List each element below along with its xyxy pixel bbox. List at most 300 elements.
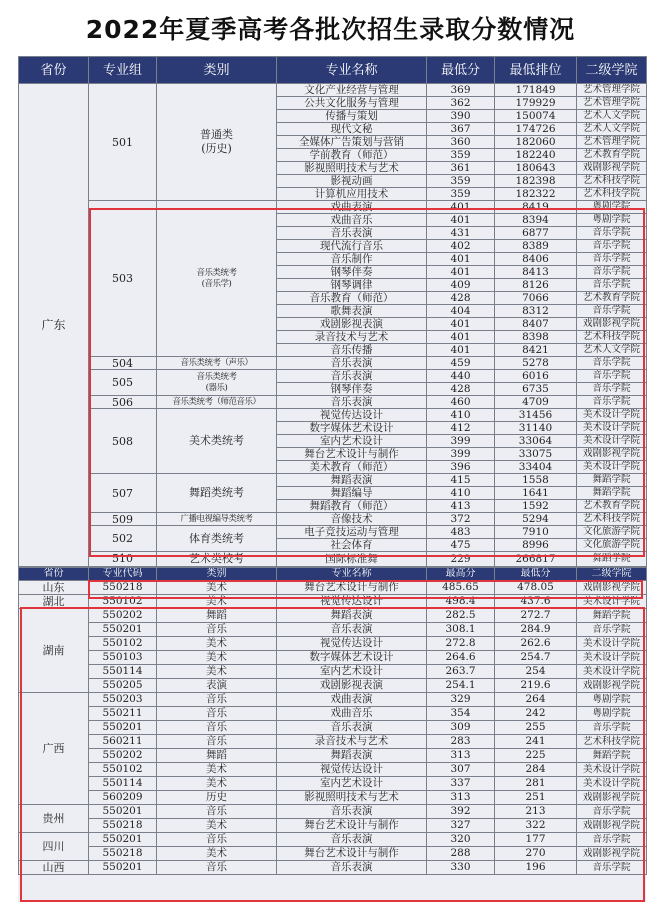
min-score-cell: 478.05 xyxy=(495,580,577,594)
code-cell: 550114 xyxy=(89,664,157,678)
min-score-cell: 431 xyxy=(427,227,495,240)
code-cell: 550103 xyxy=(89,650,157,664)
college-cell: 艺术管理学院 xyxy=(577,136,647,149)
code-cell: 550201 xyxy=(89,860,157,874)
min-rank-cell: 8398 xyxy=(495,331,577,344)
major-cell: 国际标准舞 xyxy=(277,552,427,567)
college-cell: 舞蹈学院 xyxy=(577,487,647,500)
category-cell: 音乐 xyxy=(157,860,277,874)
table-row xyxy=(19,664,647,678)
major-cell: 全媒体广告策划与营销 xyxy=(277,136,427,149)
min-rank-cell: 8312 xyxy=(495,305,577,318)
category-cell: 音乐 xyxy=(157,720,277,734)
college-cell: 音乐学院 xyxy=(577,227,647,240)
table-row xyxy=(19,846,647,860)
province-cell: 贵州 xyxy=(19,804,89,832)
group-code-cell: 506 xyxy=(89,396,157,409)
college-cell: 戏剧影视学院 xyxy=(577,318,647,331)
major-cell: 舞蹈表演 xyxy=(277,748,427,762)
min-score-cell: 251 xyxy=(495,790,577,804)
college-cell: 艺术科技学院 xyxy=(577,175,647,188)
code-cell: 550102 xyxy=(89,636,157,650)
code-cell: 550102 xyxy=(89,594,157,608)
min-score-cell: 401 xyxy=(427,318,495,331)
code-cell: 550201 xyxy=(89,720,157,734)
table-row xyxy=(19,201,647,214)
table-row xyxy=(19,552,647,567)
max-score-cell: 263.7 xyxy=(427,664,495,678)
major-cell: 数字媒体艺术设计 xyxy=(277,650,427,664)
category-cell: 美术 xyxy=(157,580,277,594)
min-rank-cell: 1558 xyxy=(495,474,577,487)
code-cell: 550211 xyxy=(89,706,157,720)
college-cell: 美术设计学院 xyxy=(577,435,647,448)
min-rank-cell: 180643 xyxy=(495,162,577,175)
table-row xyxy=(19,748,647,762)
category-cell: 普通类 (历史) xyxy=(157,84,277,201)
min-score-cell: 413 xyxy=(427,500,495,513)
major-cell: 戏剧影视表演 xyxy=(277,318,427,331)
college-cell: 艺术科技学院 xyxy=(577,188,647,201)
group-code-cell: 508 xyxy=(89,409,157,474)
min-score-cell: 177 xyxy=(495,832,577,846)
category-cell: 艺术类校考 xyxy=(157,552,277,567)
min-score-cell: 242 xyxy=(495,706,577,720)
header-row xyxy=(19,57,647,84)
college-cell: 音乐学院 xyxy=(577,622,647,636)
group-code-cell: 510 xyxy=(89,552,157,567)
college-cell: 舞蹈学院 xyxy=(577,474,647,487)
code-cell: 550202 xyxy=(89,608,157,622)
college-cell: 粤剧学院 xyxy=(577,706,647,720)
category-cell: 历史 xyxy=(157,790,277,804)
college-cell: 戏剧影视学院 xyxy=(577,162,647,175)
college-cell: 戏剧影视学院 xyxy=(577,846,647,860)
category-cell: 美术 xyxy=(157,664,277,678)
major-cell: 戏曲音乐 xyxy=(277,214,427,227)
college-cell: 音乐学院 xyxy=(577,804,647,818)
min-rank-cell: 150074 xyxy=(495,110,577,123)
header-college: 二级学院 xyxy=(577,567,647,580)
college-cell: 艺术科技学院 xyxy=(577,734,647,748)
category-cell: 美术 xyxy=(157,762,277,776)
min-rank-cell: 6877 xyxy=(495,227,577,240)
min-score-cell: 372 xyxy=(427,513,495,526)
table-row xyxy=(19,608,647,622)
college-cell: 艺术教育学院 xyxy=(577,500,647,513)
college-cell: 戏剧影视学院 xyxy=(577,790,647,804)
table-row xyxy=(19,84,647,97)
min-score-cell: 360 xyxy=(427,136,495,149)
major-cell: 室内艺术设计 xyxy=(277,776,427,790)
max-score-cell: 337 xyxy=(427,776,495,790)
code-cell: 550205 xyxy=(89,678,157,692)
code-cell: 560209 xyxy=(89,790,157,804)
max-score-cell: 254.1 xyxy=(427,678,495,692)
other-provinces-section xyxy=(18,567,647,875)
min-score-cell: 254.7 xyxy=(495,650,577,664)
min-score-cell: 404 xyxy=(427,305,495,318)
min-score-cell: 428 xyxy=(427,383,495,396)
max-score-cell: 313 xyxy=(427,790,495,804)
major-cell: 舞蹈编导 xyxy=(277,487,427,500)
max-score-cell: 307 xyxy=(427,762,495,776)
category-cell: 美术类统考 xyxy=(157,409,277,474)
min-rank-cell: 8407 xyxy=(495,318,577,331)
header-category: 类别 xyxy=(157,57,277,84)
max-score-cell: 327 xyxy=(427,818,495,832)
major-cell: 录音技术与艺术 xyxy=(277,734,427,748)
code-cell: 550218 xyxy=(89,818,157,832)
table-row xyxy=(19,720,647,734)
category-cell: 舞蹈 xyxy=(157,608,277,622)
category-cell: 音乐类统考 (音乐学) xyxy=(157,201,277,357)
college-cell: 音乐学院 xyxy=(577,370,647,383)
college-cell: 音乐学院 xyxy=(577,253,647,266)
major-cell: 歌舞表演 xyxy=(277,305,427,318)
min-rank-cell: 7910 xyxy=(495,526,577,539)
major-cell: 音乐表演 xyxy=(277,357,427,370)
major-cell: 音乐表演 xyxy=(277,832,427,846)
min-score-cell: 460 xyxy=(427,396,495,409)
code-cell: 550202 xyxy=(89,748,157,762)
code-cell: 550203 xyxy=(89,692,157,706)
min-rank-cell: 8389 xyxy=(495,240,577,253)
min-rank-cell: 8419 xyxy=(495,201,577,214)
min-rank-cell: 266817 xyxy=(495,552,577,567)
sub-header-row xyxy=(19,567,647,580)
min-rank-cell: 171849 xyxy=(495,84,577,97)
max-score-cell: 288 xyxy=(427,846,495,860)
max-score-cell: 283 xyxy=(427,734,495,748)
min-score-cell: 213 xyxy=(495,804,577,818)
college-cell: 戏剧影视学院 xyxy=(577,448,647,461)
major-cell: 钢琴伴奏 xyxy=(277,383,427,396)
college-cell: 文化旅游学院 xyxy=(577,539,647,552)
min-score-cell: 401 xyxy=(427,253,495,266)
province-cell: 山西 xyxy=(19,860,89,874)
header-major: 专业名称 xyxy=(277,57,427,84)
max-score-cell: 309 xyxy=(427,720,495,734)
min-rank-cell: 8394 xyxy=(495,214,577,227)
major-cell: 电子竞技运动与管理 xyxy=(277,526,427,539)
min-score-cell: 399 xyxy=(427,448,495,461)
major-cell: 音乐表演 xyxy=(277,720,427,734)
table-row xyxy=(19,513,647,526)
college-cell: 艺术管理学院 xyxy=(577,97,647,110)
college-cell: 粤剧学院 xyxy=(577,692,647,706)
min-score-cell: 241 xyxy=(495,734,577,748)
table-row xyxy=(19,860,647,874)
major-cell: 舞台艺术设计与制作 xyxy=(277,580,427,594)
code-cell: 550218 xyxy=(89,846,157,860)
college-cell: 美术设计学院 xyxy=(577,594,647,608)
category-cell: 音乐 xyxy=(157,622,277,636)
category-cell: 表演 xyxy=(157,678,277,692)
college-cell: 艺术人文学院 xyxy=(577,123,647,136)
major-cell: 室内艺术设计 xyxy=(277,664,427,678)
major-cell: 舞蹈表演 xyxy=(277,608,427,622)
major-cell: 音乐表演 xyxy=(277,804,427,818)
category-cell: 美术 xyxy=(157,594,277,608)
category-cell: 音乐 xyxy=(157,832,277,846)
category-cell: 美术 xyxy=(157,636,277,650)
min-score-cell: 281 xyxy=(495,776,577,790)
college-cell: 舞蹈学院 xyxy=(577,552,647,567)
min-score-cell: 270 xyxy=(495,846,577,860)
group-code-cell: 507 xyxy=(89,474,157,513)
major-cell: 舞台艺术设计与制作 xyxy=(277,846,427,860)
min-rank-cell: 8126 xyxy=(495,279,577,292)
min-score-cell: 483 xyxy=(427,526,495,539)
header-college: 二级学院 xyxy=(577,57,647,84)
category-cell: 音乐类统考 (器乐) xyxy=(157,370,277,396)
college-cell: 艺术教育学院 xyxy=(577,292,647,305)
major-cell: 视觉传达设计 xyxy=(277,762,427,776)
college-cell: 音乐学院 xyxy=(577,305,647,318)
major-cell: 公共文化服务与管理 xyxy=(277,97,427,110)
header-province: 省份 xyxy=(19,57,89,84)
min-score-cell: 361 xyxy=(427,162,495,175)
college-cell: 音乐学院 xyxy=(577,240,647,253)
major-cell: 学前教育（师范） xyxy=(277,149,427,162)
min-rank-cell: 33404 xyxy=(495,461,577,474)
min-score-cell: 272.7 xyxy=(495,608,577,622)
header-min-score: 最低分 xyxy=(427,57,495,84)
province-cell: 山东 xyxy=(19,580,89,594)
major-cell: 音乐表演 xyxy=(277,370,427,383)
min-score-cell: 401 xyxy=(427,266,495,279)
min-score-cell: 428 xyxy=(427,292,495,305)
category-cell: 美术 xyxy=(157,818,277,832)
major-cell: 音像技术 xyxy=(277,513,427,526)
category-cell: 体育类统考 xyxy=(157,526,277,552)
college-cell: 音乐学院 xyxy=(577,720,647,734)
college-cell: 美术设计学院 xyxy=(577,762,647,776)
table-row xyxy=(19,678,647,692)
min-rank-cell: 6016 xyxy=(495,370,577,383)
min-score-cell: 410 xyxy=(427,409,495,422)
category-cell: 音乐 xyxy=(157,734,277,748)
min-score-cell: 225 xyxy=(495,748,577,762)
min-score-cell: 196 xyxy=(495,860,577,874)
min-rank-cell: 182240 xyxy=(495,149,577,162)
category-cell: 美术 xyxy=(157,776,277,790)
college-cell: 艺术科技学院 xyxy=(577,513,647,526)
min-rank-cell: 1641 xyxy=(495,487,577,500)
major-cell: 音乐传播 xyxy=(277,344,427,357)
category-cell: 音乐 xyxy=(157,692,277,706)
code-cell: 550201 xyxy=(89,622,157,636)
category-cell: 音乐类统考（师范音乐） xyxy=(157,396,277,409)
min-score-cell: 322 xyxy=(495,818,577,832)
min-score-cell: 396 xyxy=(427,461,495,474)
min-rank-cell: 174726 xyxy=(495,123,577,136)
group-code-cell: 503 xyxy=(89,201,157,357)
min-score-cell: 440 xyxy=(427,370,495,383)
major-cell: 钢琴伴奏 xyxy=(277,266,427,279)
code-cell: 550114 xyxy=(89,776,157,790)
admission-score-table xyxy=(18,56,646,902)
table-row xyxy=(19,762,647,776)
province-cell: 湖南 xyxy=(19,608,89,692)
code-cell: 550201 xyxy=(89,832,157,846)
table-row xyxy=(19,474,647,487)
category-cell: 舞蹈 xyxy=(157,748,277,762)
major-cell: 戏曲音乐 xyxy=(277,706,427,720)
max-score-cell: 392 xyxy=(427,804,495,818)
major-cell: 音乐表演 xyxy=(277,860,427,874)
min-score-cell: 254 xyxy=(495,664,577,678)
table-row xyxy=(19,706,647,720)
major-cell: 现代文秘 xyxy=(277,123,427,136)
table-row xyxy=(19,804,647,818)
major-cell: 戏曲表演 xyxy=(277,201,427,214)
guangdong-section xyxy=(18,56,647,567)
max-score-cell: 330 xyxy=(427,860,495,874)
min-score-cell: 401 xyxy=(427,201,495,214)
table-row xyxy=(19,622,647,636)
header-major: 专业名称 xyxy=(277,567,427,580)
college-cell: 戏剧影视学院 xyxy=(577,580,647,594)
college-cell: 音乐学院 xyxy=(577,860,647,874)
min-rank-cell: 5278 xyxy=(495,357,577,370)
min-rank-cell: 1592 xyxy=(495,500,577,513)
college-cell: 美术设计学院 xyxy=(577,461,647,474)
province-cell: 广西 xyxy=(19,692,89,804)
category-cell: 广播电视编导类统考 xyxy=(157,513,277,526)
college-cell: 艺术教育学院 xyxy=(577,149,647,162)
college-cell: 艺术人文学院 xyxy=(577,110,647,123)
code-cell: 550218 xyxy=(89,580,157,594)
page-title: 2022年夏季高考各批次招生录取分数情况 xyxy=(85,15,576,44)
min-rank-cell: 8406 xyxy=(495,253,577,266)
min-rank-cell: 8421 xyxy=(495,344,577,357)
min-score-cell: 284 xyxy=(495,762,577,776)
category-cell: 音乐 xyxy=(157,804,277,818)
min-rank-cell: 4709 xyxy=(495,396,577,409)
min-score-cell: 401 xyxy=(427,331,495,344)
major-cell: 影视照明技术与艺术 xyxy=(277,162,427,175)
major-cell: 数字媒体艺术设计 xyxy=(277,422,427,435)
max-score-cell: 313 xyxy=(427,748,495,762)
min-score-cell: 412 xyxy=(427,422,495,435)
min-rank-cell: 33064 xyxy=(495,435,577,448)
code-cell: 550201 xyxy=(89,804,157,818)
min-score-cell: 367 xyxy=(427,123,495,136)
major-cell: 音乐表演 xyxy=(277,396,427,409)
category-cell: 美术 xyxy=(157,650,277,664)
max-score-cell: 264.6 xyxy=(427,650,495,664)
min-rank-cell: 5294 xyxy=(495,513,577,526)
header-province: 省份 xyxy=(19,567,89,580)
min-score-cell: 410 xyxy=(427,487,495,500)
major-cell: 视觉传达设计 xyxy=(277,636,427,650)
min-score-cell: 415 xyxy=(427,474,495,487)
header-max-score: 最高分 xyxy=(427,567,495,580)
college-cell: 戏剧影视学院 xyxy=(577,678,647,692)
major-cell: 钢琴调律 xyxy=(277,279,427,292)
college-cell: 音乐学院 xyxy=(577,383,647,396)
category-cell: 美术 xyxy=(157,846,277,860)
min-rank-cell: 7066 xyxy=(495,292,577,305)
min-score-cell: 359 xyxy=(427,188,495,201)
major-cell: 戏曲表演 xyxy=(277,692,427,706)
province-cell: 四川 xyxy=(19,832,89,860)
college-cell: 美术设计学院 xyxy=(577,664,647,678)
college-cell: 音乐学院 xyxy=(577,357,647,370)
province-cell: 湖北 xyxy=(19,594,89,608)
min-score-cell: 219.6 xyxy=(495,678,577,692)
major-cell: 舞台艺术设计与制作 xyxy=(277,818,427,832)
table-row xyxy=(19,409,647,422)
college-cell: 舞蹈学院 xyxy=(577,748,647,762)
college-cell: 粤剧学院 xyxy=(577,214,647,227)
major-cell: 美术教育（师范） xyxy=(277,461,427,474)
college-cell: 美术设计学院 xyxy=(577,650,647,664)
min-score-cell: 229 xyxy=(427,552,495,567)
header-min-rank: 最低排位 xyxy=(495,57,577,84)
min-score-cell: 362 xyxy=(427,97,495,110)
table-row xyxy=(19,818,647,832)
table-row xyxy=(19,692,647,706)
table-row xyxy=(19,580,647,594)
min-score-cell: 437.6 xyxy=(495,594,577,608)
min-rank-cell: 8413 xyxy=(495,266,577,279)
major-cell: 舞蹈教育（师范） xyxy=(277,500,427,513)
college-cell: 艺术管理学院 xyxy=(577,84,647,97)
major-cell: 文化产业经营与管理 xyxy=(277,84,427,97)
table-row xyxy=(19,790,647,804)
major-cell: 舞蹈表演 xyxy=(277,474,427,487)
college-cell: 美术设计学院 xyxy=(577,409,647,422)
college-cell: 舞蹈学院 xyxy=(577,608,647,622)
college-cell: 艺术人文学院 xyxy=(577,344,647,357)
college-cell: 粤剧学院 xyxy=(577,201,647,214)
max-score-cell: 308.1 xyxy=(427,622,495,636)
major-cell: 戏剧影视表演 xyxy=(277,678,427,692)
min-score-cell: 459 xyxy=(427,357,495,370)
college-cell: 文化旅游学院 xyxy=(577,526,647,539)
major-cell: 室内艺术设计 xyxy=(277,435,427,448)
min-score-cell: 390 xyxy=(427,110,495,123)
major-cell: 影视照明技术与艺术 xyxy=(277,790,427,804)
table-row xyxy=(19,370,647,383)
table-row xyxy=(19,396,647,409)
code-cell: 560211 xyxy=(89,734,157,748)
min-score-cell: 402 xyxy=(427,240,495,253)
table-row xyxy=(19,526,647,539)
min-score-cell: 255 xyxy=(495,720,577,734)
header-category: 类别 xyxy=(157,567,277,580)
min-score-cell: 359 xyxy=(427,175,495,188)
max-score-cell: 498.4 xyxy=(427,594,495,608)
group-code-cell: 502 xyxy=(89,526,157,552)
college-cell: 美术设计学院 xyxy=(577,636,647,650)
table-row xyxy=(19,650,647,664)
min-rank-cell: 6735 xyxy=(495,383,577,396)
major-cell: 音乐表演 xyxy=(277,622,427,636)
min-score-cell: 262.6 xyxy=(495,636,577,650)
max-score-cell: 282.5 xyxy=(427,608,495,622)
min-score-cell: 369 xyxy=(427,84,495,97)
category-cell: 舞蹈类统考 xyxy=(157,474,277,513)
min-score-cell: 284.9 xyxy=(495,622,577,636)
min-rank-cell: 182060 xyxy=(495,136,577,149)
table-row xyxy=(19,832,647,846)
min-score-cell: 401 xyxy=(427,344,495,357)
table-row xyxy=(19,776,647,790)
